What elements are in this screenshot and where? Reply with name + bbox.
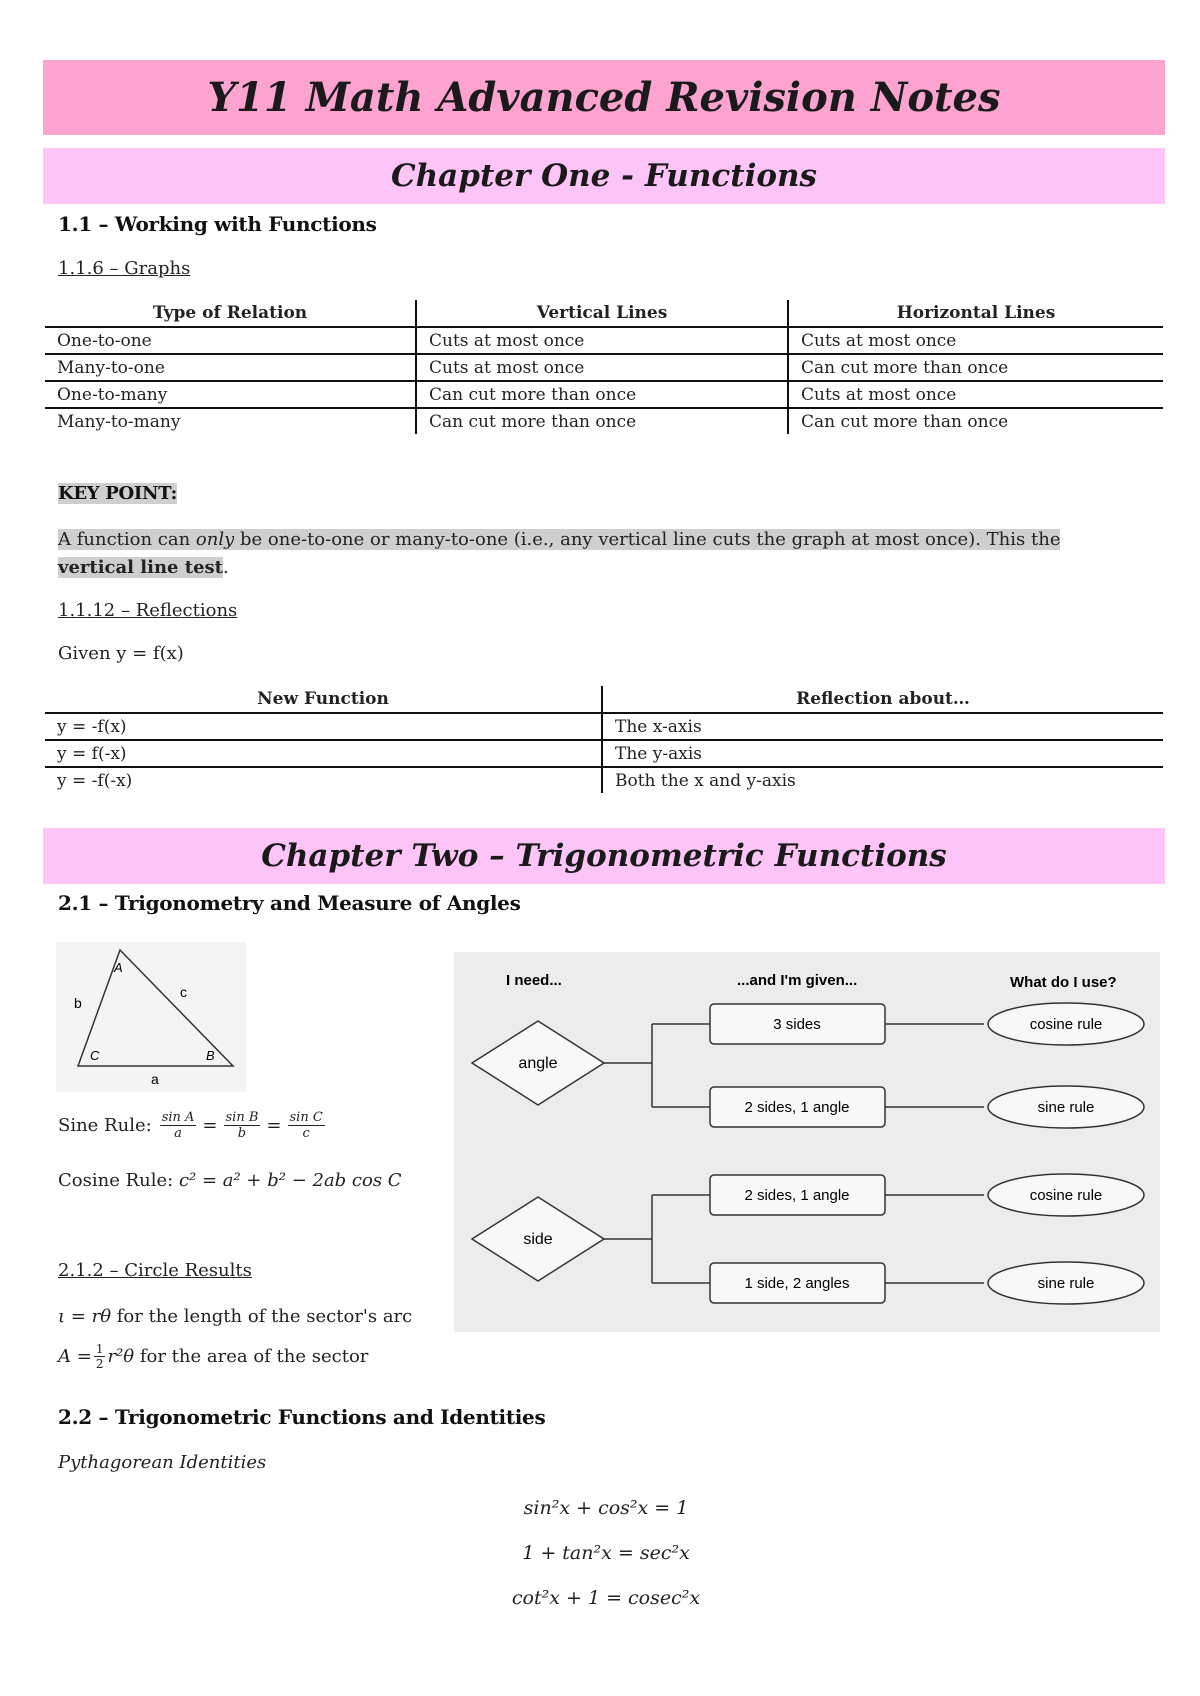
chapter-two-banner bbox=[43, 828, 1165, 884]
sine-rule bbox=[58, 1110, 325, 1141]
document-title: Y11 Math Advanced Revision Notes bbox=[207, 74, 1001, 121]
arc-length-line bbox=[58, 1306, 412, 1327]
flow-use-label: cosine rule bbox=[1029, 1016, 1103, 1033]
chapter-two-heading: Chapter Two – Trigonometric Functions bbox=[261, 838, 947, 874]
graphs-table-header bbox=[45, 300, 1163, 327]
table-row bbox=[45, 713, 1163, 740]
triangle-side-b: b bbox=[74, 995, 82, 1011]
key-point-end: . bbox=[222, 557, 229, 578]
table-cell: One-to-one bbox=[45, 327, 416, 354]
frac-denominator: c bbox=[302, 1126, 310, 1141]
col-type-of-relation: Type of Relation bbox=[45, 300, 416, 327]
table-cell: Cuts at most once bbox=[788, 327, 1163, 354]
equals-sign: = bbox=[202, 1115, 218, 1136]
cosine-rule-label: Cosine Rule: bbox=[58, 1170, 174, 1191]
table-cell: y = -f(x) bbox=[45, 713, 602, 740]
key-point-text-b: be one-to-one or many-to-one (i.e., any vertical line cuts the graph at most once). This the bbox=[234, 529, 1061, 550]
flowchart-image bbox=[454, 952, 1160, 1332]
area-rhs: r²θ bbox=[107, 1346, 135, 1367]
cosine-rule bbox=[58, 1170, 402, 1191]
flow-col-given: ...and I'm given... bbox=[737, 972, 858, 989]
circle-results-subheading: 2.1.2 – Circle Results bbox=[58, 1260, 252, 1281]
col-reflection-about: Reflection about… bbox=[602, 686, 1163, 713]
table-cell: One-to-many bbox=[45, 381, 416, 408]
triangle-diagram bbox=[56, 942, 246, 1092]
sine-rule-frac-b bbox=[224, 1110, 261, 1141]
triangle-vertex-c: C bbox=[90, 1048, 100, 1063]
pythagorean-identities-label: Pythagorean Identities bbox=[58, 1452, 267, 1473]
identity-cot-cosec: cot²x + 1 = cosec²x bbox=[511, 1587, 701, 1609]
flow-connectors bbox=[604, 1024, 984, 1283]
table-row bbox=[45, 381, 1163, 408]
col-new-function: New Function bbox=[45, 686, 602, 713]
graphs-table bbox=[45, 300, 1163, 434]
triangle-vertex-b: B bbox=[206, 1048, 215, 1063]
table-cell: Cuts at most once bbox=[416, 327, 788, 354]
frac-numerator: sin B bbox=[225, 1110, 259, 1125]
flow-need-side: side bbox=[523, 1231, 553, 1248]
flow-use-label: sine rule bbox=[1037, 1275, 1095, 1292]
sine-rule-frac-a bbox=[160, 1110, 197, 1141]
table-row bbox=[45, 767, 1163, 793]
table-cell: Cuts at most once bbox=[788, 381, 1163, 408]
section-1-1-heading: 1.1 – Working with Functions bbox=[58, 212, 377, 236]
table-cell: Can cut more than once bbox=[416, 381, 788, 408]
section-2-1-heading: 2.1 – Trigonometry and Measure of Angles bbox=[58, 891, 521, 915]
arc-formula: ι = rθ bbox=[58, 1306, 112, 1327]
triangle-side-a: a bbox=[151, 1071, 159, 1087]
table-row bbox=[45, 354, 1163, 381]
graphs-subheading: 1.1.6 – Graphs bbox=[58, 258, 191, 279]
frac-numerator: 1 bbox=[95, 1342, 104, 1356]
table-cell: Can cut more than once bbox=[788, 408, 1163, 434]
cosine-rule-formula: c² = a² + b² − 2ab cos C bbox=[178, 1170, 402, 1191]
flowchart-diagram bbox=[454, 952, 1160, 1332]
table-cell: y = f(-x) bbox=[45, 740, 602, 767]
frac-denominator: a bbox=[174, 1126, 182, 1141]
reflections-table bbox=[45, 686, 1163, 793]
col-horizontal-lines: Horizontal Lines bbox=[788, 300, 1163, 327]
flow-col-need: I need... bbox=[506, 972, 562, 989]
arc-text: for the length of the sector's arc bbox=[111, 1306, 413, 1327]
chapter-one-banner bbox=[43, 148, 1165, 204]
area-text: for the area of the sector bbox=[134, 1346, 369, 1367]
flow-given-label: 3 sides bbox=[773, 1016, 821, 1033]
identity-tan-sec: 1 + tan²x = sec²x bbox=[522, 1542, 690, 1564]
key-point-label: KEY POINT: bbox=[58, 483, 177, 504]
reflections-subheading: 1.1.12 – Reflections bbox=[58, 600, 238, 621]
flow-col-use: What do I use? bbox=[1010, 974, 1117, 991]
triangle-vertex-a: A bbox=[114, 960, 123, 975]
key-point-text-a: A function can bbox=[58, 529, 196, 550]
frac-numerator: sin C bbox=[289, 1110, 323, 1125]
reflections-given: Given y = f(x) bbox=[58, 643, 184, 664]
col-vertical-lines: Vertical Lines bbox=[416, 300, 788, 327]
table-row bbox=[45, 408, 1163, 434]
table-cell: Both the x and y-axis bbox=[602, 767, 1163, 793]
flow-given-label: 1 side, 2 angles bbox=[744, 1275, 850, 1292]
frac-numerator: sin A bbox=[161, 1110, 195, 1125]
table-cell: Can cut more than once bbox=[416, 408, 788, 434]
area-fraction bbox=[94, 1342, 106, 1371]
key-point-text bbox=[58, 526, 1098, 582]
reflections-table-header bbox=[45, 686, 1163, 713]
table-row bbox=[45, 327, 1163, 354]
triangle-background bbox=[56, 942, 246, 1092]
title-banner bbox=[43, 60, 1165, 135]
key-point-bold: vertical line test bbox=[58, 557, 223, 578]
flow-use-label: cosine rule bbox=[1029, 1187, 1103, 1204]
area-lhs: A = bbox=[58, 1346, 92, 1367]
table-cell: The x-axis bbox=[602, 713, 1163, 740]
equals-sign: = bbox=[266, 1115, 282, 1136]
frac-denominator: 2 bbox=[95, 1357, 104, 1371]
frac-denominator: b bbox=[237, 1126, 247, 1141]
chapter-one-heading: Chapter One - Functions bbox=[390, 158, 818, 194]
table-cell: y = -f(-x) bbox=[57, 770, 133, 791]
identity-sin-cos: sin²x + cos²x = 1 bbox=[523, 1497, 689, 1519]
section-2-2-heading: 2.2 – Trigonometric Functions and Identities bbox=[58, 1405, 546, 1429]
table-cell: Can cut more than once bbox=[788, 354, 1163, 381]
flow-given-label: 2 sides, 1 angle bbox=[744, 1187, 850, 1204]
sine-rule-label: Sine Rule: bbox=[58, 1115, 152, 1136]
table-cell: Cuts at most once bbox=[416, 354, 788, 381]
sector-area-line bbox=[58, 1342, 368, 1371]
table-row bbox=[45, 740, 1163, 767]
sine-rule-frac-c bbox=[288, 1110, 325, 1141]
key-point-only: only bbox=[195, 529, 235, 550]
flow-use-label: sine rule bbox=[1037, 1099, 1095, 1116]
flow-given-label: 2 sides, 1 angle bbox=[744, 1099, 850, 1116]
table-cell: Many-to-one bbox=[45, 354, 416, 381]
table-cell: Many-to-many bbox=[57, 411, 181, 432]
table-cell: The y-axis bbox=[602, 740, 1163, 767]
flow-need-angle: angle bbox=[518, 1055, 558, 1072]
triangle-side-c: c bbox=[180, 984, 187, 1000]
